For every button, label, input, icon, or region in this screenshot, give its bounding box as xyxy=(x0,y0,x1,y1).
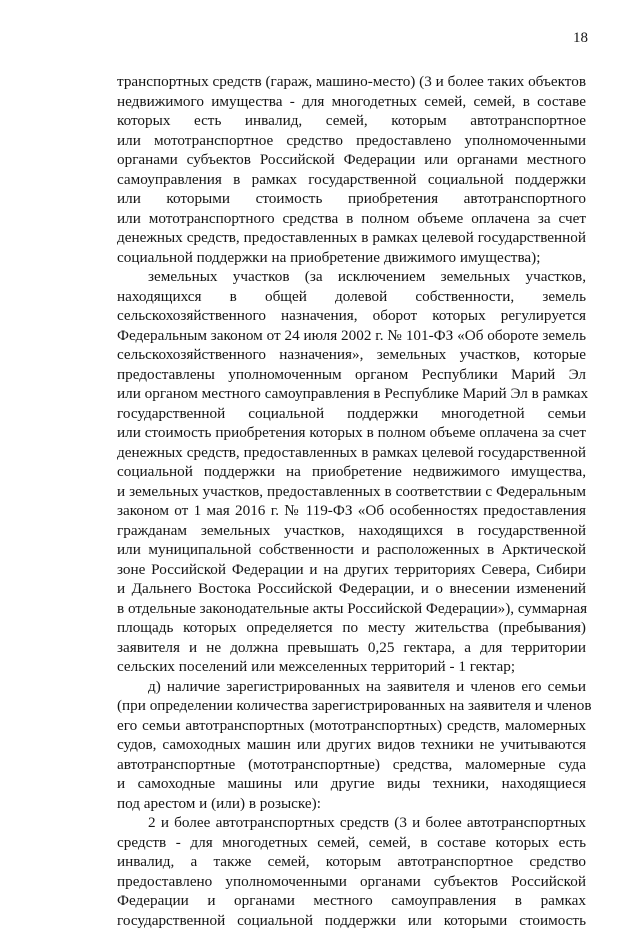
text-line: денежных средств, предоставленных в рамках целевой государственной xyxy=(117,228,586,248)
text-line: предоставлено уполномоченными органами субъектов Российской xyxy=(117,872,586,892)
text-line: социальной поддержки на приобретение движимого имущества); xyxy=(117,248,586,268)
text-line: под арестом и (или) в розыске): xyxy=(117,794,586,814)
text-line: государственной социальной поддержки многодетной семьи xyxy=(117,404,586,424)
text-line: законом от 1 мая 2016 г. № 119-ФЗ «Об особенностях предоставления xyxy=(117,501,586,521)
text-line: (при определении количества зарегистрированных на заявителя и членов xyxy=(117,696,586,716)
paragraph-start-line: 2 и более автотранспортных средств (3 и более автотранспортных xyxy=(117,813,586,833)
text-line: гражданам земельных участков, находящихся в государственной xyxy=(117,521,586,541)
text-line: или которыми стоимость приобретения автотранспортного xyxy=(117,189,586,209)
text-line: сельскохозяйственного назначения, оборот которых регулируется xyxy=(117,306,586,326)
text-line: или муниципальной собственности и расположенных в Арктической xyxy=(117,540,586,560)
text-line: органами субъектов Российской Федерации или органами местного xyxy=(117,150,586,170)
text-line: или органом местного самоуправления в Республике Марий Эл в рамках xyxy=(117,384,586,404)
text-line: находящихся в общей долевой собственности, земель xyxy=(117,287,586,307)
text-line: судов, самоходных машин или других видов техники не учитываются xyxy=(117,735,586,755)
text-line: средств - для многодетных семей, семей, в составе которых есть xyxy=(117,833,586,853)
text-line: инвалид, а также семей, которым автотранспортное средство xyxy=(117,852,586,872)
text-line: недвижимого имущества - для многодетных семей, семей, в составе xyxy=(117,92,586,112)
text-line: и Дальнего Востока Российской Федерации, и о внесении изменений xyxy=(117,579,586,599)
paragraph-start-line: д) наличие зарегистрированных на заявителя и членов его семьи xyxy=(117,677,586,697)
page-number: 18 xyxy=(548,30,588,47)
text-line: Федерации и органами местного самоуправления в рамках xyxy=(117,891,586,911)
text-line: сельскохозяйственного назначения», земельных участков, которые xyxy=(117,345,586,365)
text-line: сельских поселений или межселенных территорий - 1 гектар; xyxy=(117,657,586,677)
text-line: его семьи автотранспортных (мототранспортных) средств, маломерных xyxy=(117,716,586,736)
text-line: и самоходные машины или другие виды техники, находящиеся xyxy=(117,774,586,794)
paragraph-start-line: земельных участков (за исключением земельных участков, xyxy=(117,267,586,287)
text-line: или стоимость приобретения которых в полном объеме оплачена за счет xyxy=(117,423,586,443)
text-line: государственной социальной поддержки или которыми стоимость xyxy=(117,911,586,930)
text-line: зоне Российской Федерации и на других территориях Севера, Сибири xyxy=(117,560,586,580)
text-line: самоуправления в рамках государственной социальной поддержки xyxy=(117,170,586,190)
text-line: или мототранспортное средство предоставлено уполномоченными xyxy=(117,131,586,151)
text-line: заявителя и не должна превышать 0,25 гектара, а для территории xyxy=(117,638,586,658)
text-line: Федеральным законом от 24 июля 2002 г. № 101-ФЗ «Об обороте земель xyxy=(117,326,586,346)
text-line: предоставлены уполномоченным органом Республики Марий Эл xyxy=(117,365,586,385)
text-line: автотранспортные (мототранспортные) средства, маломерные суда xyxy=(117,755,586,775)
text-line: социальной поддержки на приобретение недвижимого имущества, xyxy=(117,462,586,482)
text-line: и земельных участков, предоставленных в соответствии с Федеральным xyxy=(117,482,586,502)
text-line: транспортных средств (гараж, машино-место) (3 и более таких объектов xyxy=(117,72,586,92)
text-line: в отдельные законодательные акты Российской Федерации»), суммарная xyxy=(117,599,586,619)
text-line: или мототранспортного средства в полном объеме оплачена за счет xyxy=(117,209,586,229)
text-line: денежных средств, предоставленных в рамках целевой государственной xyxy=(117,443,586,463)
text-line: площадь которых определяется по месту жительства (пребывания) xyxy=(117,618,586,638)
text-line: которых есть инвалид, семей, которым автотранспортное xyxy=(117,111,586,131)
body-text xyxy=(117,72,586,930)
